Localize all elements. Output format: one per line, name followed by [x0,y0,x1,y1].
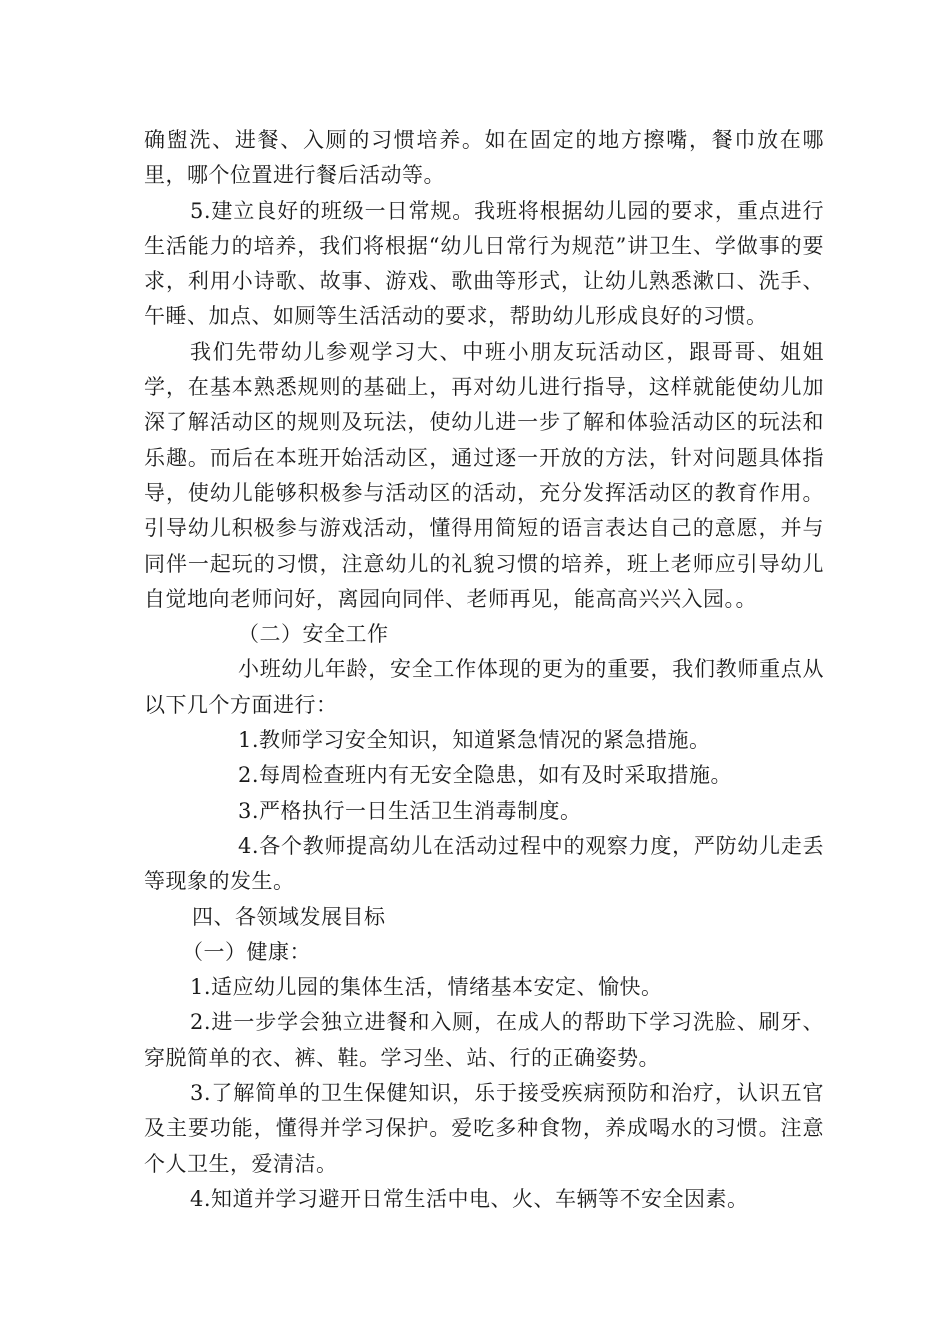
paragraph-safety-intro: 小班幼儿年龄，安全工作体现的更为的重要，我们教师重点从以下几个方面进行： [144,657,824,717]
list-item: 2.进一步学会独立进餐和入厕，在成人的帮助下学习洗脸、刷牙、穿脱简单的衣、裤、鞋。学习坐、站、行的正确姿势。 [144,1010,824,1070]
list-item: 4.各个教师提高幼儿在活动过程中的观察力度，严防幼儿走丢等现象的发生。 [144,833,824,894]
paragraph-hygiene-habits: 确盥洗、进餐、入厕的习惯培养。如在固定的地方擦嘴，餐巾放在哪里，哪个位置进行餐后活动等。 [144,128,824,188]
list-item: 4.知道并学习避开日常生活中电、火、车辆等不安全因素。 [190,1186,749,1211]
list-item: 1.教师学习安全知识，知道紧急情况的紧急措施。 [238,728,711,753]
section-heading-goals: 四、各领域发展目标 [192,904,386,929]
list-item: 2.每周检查班内有无安全隐患，如有及时采取措施。 [238,763,733,788]
list-item: 1.适应幼儿园的集体生活，情绪基本安定、愉快。 [190,975,663,1000]
paragraph-activity-area: 我们先带幼儿参观学习大、中班小朋友玩活动区，跟哥哥、姐姐学，在基本熟悉规则的基础上，再对幼儿进行指导，这样就能使幼儿加深了解活动区的规则及玩法，使幼儿进一步了解和体验活动区的玩法和乐趣。而后在本班开始活动区，通过逐一开放的方法，针对问题具体指导，使幼儿能够积极参与活动区的活动，充分发挥活动区的教育作用。引导幼儿积极参与游戏活动，懂得用简短的语言表达自己的意愿，并与同伴一起玩的习惯，注意幼儿的礼貌习惯的培养，班上老师应引导幼儿自觉地向老师问好，离园向同伴、老师再见，能高高兴兴入园。。 [144,339,824,611]
list-item: 3.严格执行一日生活卫生消毒制度。 [238,798,582,823]
paragraph-daily-routine: 5.建立良好的班级一日常规。我班将根据幼儿园的要求，重点进行生活能力的培养，我们将根据“幼儿日常行为规范”讲卫生、学做事的要求，利用小诗歌、故事、游戏、歌曲等形式，让幼儿熟悉漱口、洗手、午睡、加点、如厕等生活活动的要求，帮助幼儿形成良好的习惯。 [144,198,824,329]
list-item: 3.了解简单的卫生保健知识，乐于接受疾病预防和治疗，认识五官及主要功能，懂得并学习保护。爱吃多种食物，养成喝水的习惯。注意个人卫生，爱清洁。 [144,1081,824,1176]
section-heading-safety: （二）安全工作 [238,622,389,647]
subsection-heading-health: （一）健康： [182,939,311,964]
document-body [144,123,824,1217]
